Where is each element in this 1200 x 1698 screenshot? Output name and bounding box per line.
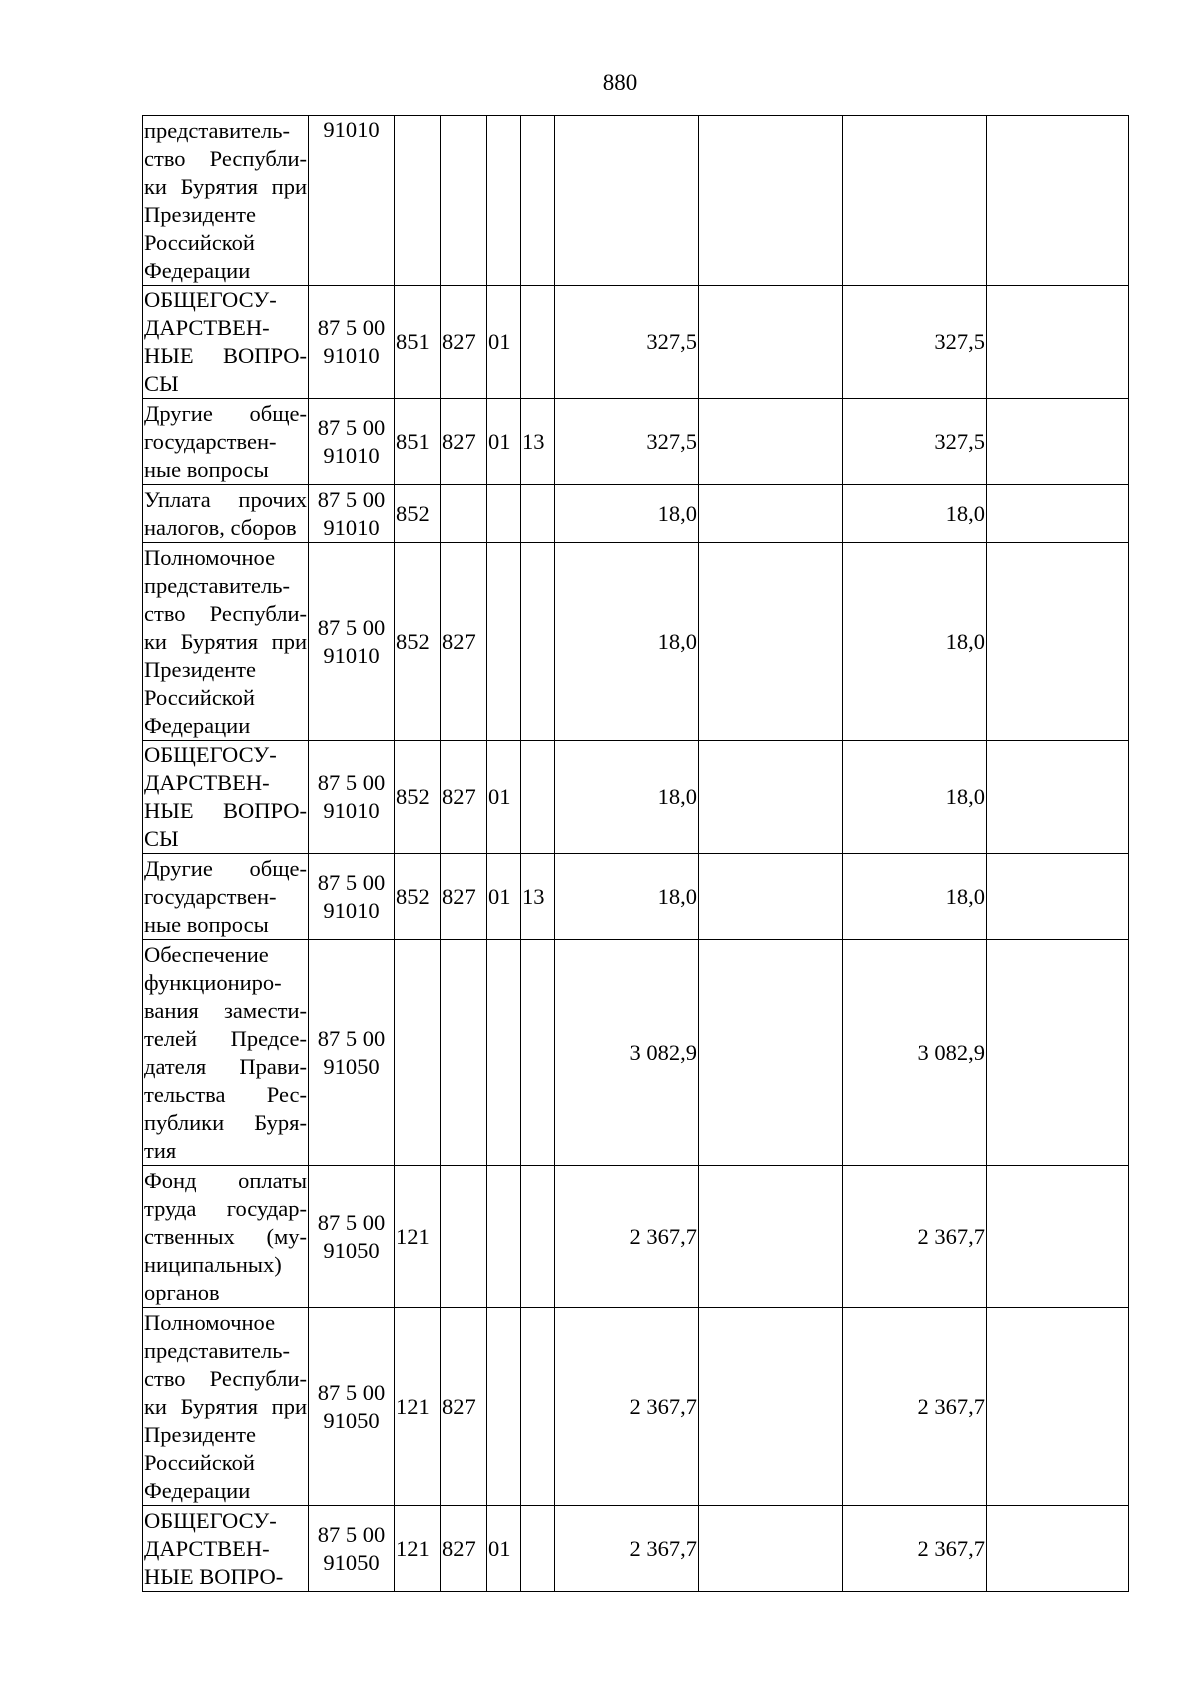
row-pr	[521, 940, 555, 1166]
row-name: ОБЩЕГОСУ-ДАРСТВЕН-НЫЕ ВОПРО-СЫ	[143, 741, 309, 854]
table-row	[143, 543, 1129, 741]
row-amount-1: 18,0	[555, 854, 699, 940]
row-gr: 827	[441, 543, 487, 741]
row-code: 87 5 00 91010	[309, 485, 395, 543]
table-row	[143, 1506, 1129, 1592]
row-pr	[521, 485, 555, 543]
row-vr: 121	[395, 1506, 441, 1592]
row-vr: 851	[395, 399, 441, 485]
row-amount-3: 18,0	[843, 485, 987, 543]
row-amount-2	[699, 543, 843, 741]
row-pr	[521, 286, 555, 399]
row-rz	[487, 116, 521, 286]
row-name: ОБЩЕГОСУ-ДАРСТВЕН-НЫЕ ВОПРО-	[143, 1506, 309, 1592]
row-vr: 852	[395, 485, 441, 543]
row-gr: 827	[441, 1506, 487, 1592]
row-amount-2	[699, 1308, 843, 1506]
row-rz: 01	[487, 399, 521, 485]
row-gr	[441, 116, 487, 286]
row-amount-4	[987, 485, 1129, 543]
row-amount-3: 18,0	[843, 854, 987, 940]
row-vr: 852	[395, 543, 441, 741]
row-pr	[521, 1166, 555, 1308]
row-amount-4	[987, 1166, 1129, 1308]
row-amount-2	[699, 940, 843, 1166]
table-row	[143, 1166, 1129, 1308]
row-gr	[441, 940, 487, 1166]
row-pr: 13	[521, 399, 555, 485]
row-vr: 852	[395, 741, 441, 854]
page-number: 880	[602, 70, 638, 95]
row-amount-2	[699, 854, 843, 940]
row-amount-3: 327,5	[843, 286, 987, 399]
row-pr	[521, 543, 555, 741]
row-name: Фонд оплаты труда государ-ственных (му-ниципальных) органов	[143, 1166, 309, 1308]
table-row	[143, 741, 1129, 854]
row-amount-1: 2 367,7	[555, 1166, 699, 1308]
row-amount-1: 18,0	[555, 543, 699, 741]
row-code: 87 5 00 91010	[309, 286, 395, 399]
row-amount-4	[987, 399, 1129, 485]
row-code: 87 5 00 91050	[309, 1308, 395, 1506]
row-amount-4	[987, 543, 1129, 741]
row-gr	[441, 485, 487, 543]
table-row	[143, 940, 1129, 1166]
row-rz	[487, 543, 521, 741]
row-code: 87 5 00 91010	[309, 854, 395, 940]
budget-table	[142, 115, 1129, 1592]
row-name: Другие обще-государствен-ные вопросы	[143, 399, 309, 485]
row-rz: 01	[487, 286, 521, 399]
row-amount-1: 327,5	[555, 286, 699, 399]
row-rz	[487, 1308, 521, 1506]
row-amount-1: 3 082,9	[555, 940, 699, 1166]
row-rz: 01	[487, 854, 521, 940]
row-amount-3: 2 367,7	[843, 1166, 987, 1308]
table-row	[143, 854, 1129, 940]
row-vr: 851	[395, 286, 441, 399]
table-row	[143, 116, 1129, 286]
row-code: 87 5 00 91010	[309, 543, 395, 741]
row-vr: 852	[395, 854, 441, 940]
row-amount-1: 18,0	[555, 485, 699, 543]
row-pr	[521, 116, 555, 286]
row-amount-2	[699, 399, 843, 485]
row-amount-1: 18,0	[555, 741, 699, 854]
row-code: 87 5 00 91010	[309, 741, 395, 854]
row-code: 91010	[309, 116, 395, 286]
row-vr: 121	[395, 1166, 441, 1308]
row-amount-3: 327,5	[843, 399, 987, 485]
row-amount-1: 2 367,7	[555, 1506, 699, 1592]
row-code: 87 5 00 91050	[309, 940, 395, 1166]
row-amount-2	[699, 485, 843, 543]
row-gr: 827	[441, 286, 487, 399]
row-gr: 827	[441, 741, 487, 854]
table-row	[143, 485, 1129, 543]
row-gr: 827	[441, 399, 487, 485]
row-name: представитель-ство Республи-ки Бурятия при Президенте Российской Федерации	[143, 116, 309, 286]
row-amount-3: 2 367,7	[843, 1308, 987, 1506]
row-vr	[395, 116, 441, 286]
row-amount-4	[987, 940, 1129, 1166]
row-amount-2	[699, 286, 843, 399]
row-amount-2	[699, 116, 843, 286]
row-rz	[487, 1166, 521, 1308]
row-pr	[521, 1506, 555, 1592]
row-amount-2	[699, 1166, 843, 1308]
row-pr	[521, 741, 555, 854]
row-amount-2	[699, 1506, 843, 1592]
row-amount-4	[987, 116, 1129, 286]
row-name: ОБЩЕГОСУ-ДАРСТВЕН-НЫЕ ВОПРО-СЫ	[143, 286, 309, 399]
budget-table-body	[143, 116, 1129, 1592]
row-amount-4	[987, 854, 1129, 940]
row-name: Другие обще-государствен-ные вопросы	[143, 854, 309, 940]
row-rz	[487, 485, 521, 543]
row-vr	[395, 940, 441, 1166]
row-rz: 01	[487, 1506, 521, 1592]
row-code: 87 5 00 91010	[309, 399, 395, 485]
row-rz	[487, 940, 521, 1166]
row-name: Уплата прочих налогов, сборов	[143, 485, 309, 543]
row-pr	[521, 1308, 555, 1506]
table-row	[143, 286, 1129, 399]
row-amount-3: 18,0	[843, 741, 987, 854]
row-amount-4	[987, 286, 1129, 399]
row-name: Полномочное представитель-ство Республи-ки Бурятия при Президенте Российской Федерации	[143, 1308, 309, 1506]
row-pr: 13	[521, 854, 555, 940]
row-gr: 827	[441, 854, 487, 940]
row-rz: 01	[487, 741, 521, 854]
row-amount-1: 2 367,7	[555, 1308, 699, 1506]
row-amount-3: 18,0	[843, 543, 987, 741]
row-amount-3	[843, 116, 987, 286]
row-amount-2	[699, 741, 843, 854]
row-vr: 121	[395, 1308, 441, 1506]
row-gr: 827	[441, 1308, 487, 1506]
row-amount-3: 2 367,7	[843, 1506, 987, 1592]
row-name: Обеспечение функциониро-вания замести-телей Предсе-дателя Прави-тельства Рес-публики Буря-тия	[143, 940, 309, 1166]
row-amount-4	[987, 741, 1129, 854]
table-row	[143, 1308, 1129, 1506]
row-amount-4	[987, 1308, 1129, 1506]
row-name: Полномочное представитель-ство Республи-ки Бурятия при Президенте Российской Федерации	[143, 543, 309, 741]
row-amount-4	[987, 1506, 1129, 1592]
row-amount-3: 3 082,9	[843, 940, 987, 1166]
row-amount-1: 327,5	[555, 399, 699, 485]
row-amount-1	[555, 116, 699, 286]
row-gr	[441, 1166, 487, 1308]
row-code: 87 5 00 91050	[309, 1166, 395, 1308]
table-row	[143, 399, 1129, 485]
row-code: 87 5 00 91050	[309, 1506, 395, 1592]
